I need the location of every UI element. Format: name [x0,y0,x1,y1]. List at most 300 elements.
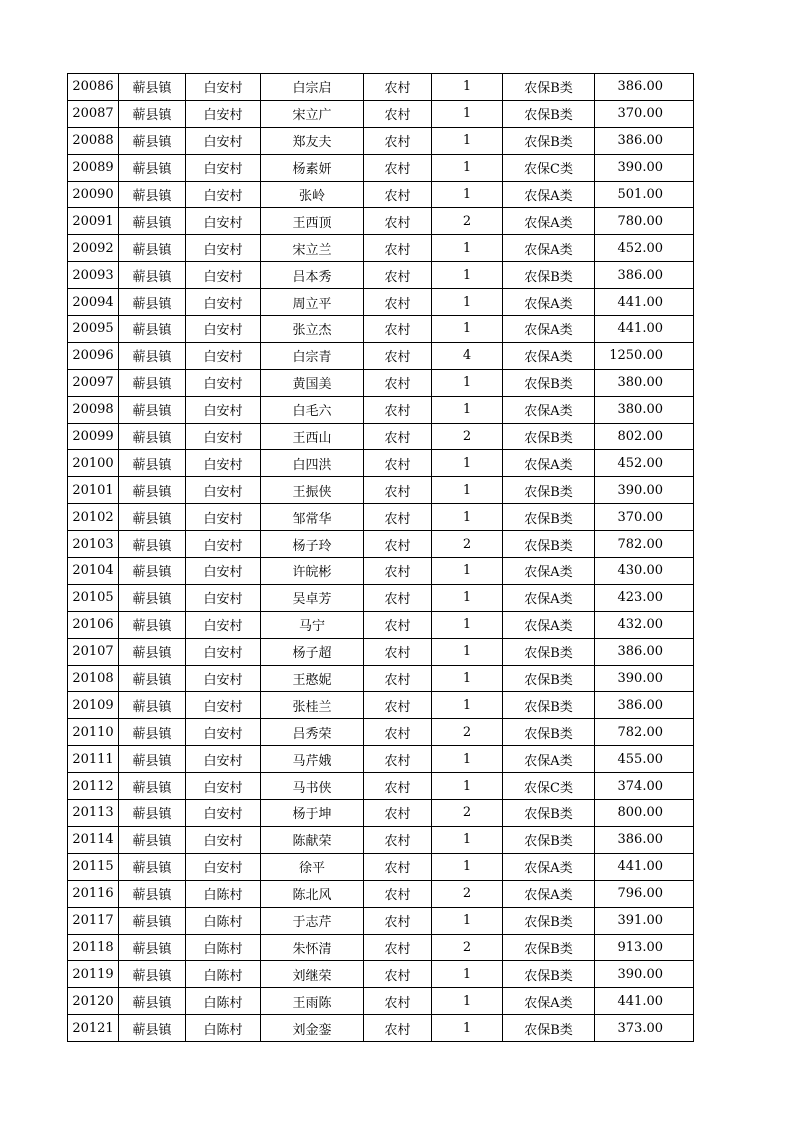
count-cell: 1 [432,289,503,316]
count-cell: 1 [432,853,503,880]
amount-cell: 1250.00 [595,342,694,369]
count-cell: 2 [432,423,503,450]
category-cell: 农保B类 [503,934,595,961]
id-cell: 20114 [68,826,119,853]
area-cell: 农村 [364,127,432,154]
village-cell: 白陈村 [186,961,261,988]
category-cell: 农保A类 [503,450,595,477]
count-cell: 1 [432,638,503,665]
amount-cell: 441.00 [595,853,694,880]
area-cell: 农村 [364,988,432,1015]
town-cell: 蕲县镇 [119,638,186,665]
amount-cell: 441.00 [595,289,694,316]
category-cell: 农保A类 [503,558,595,585]
count-cell: 1 [432,504,503,531]
id-cell: 20113 [68,800,119,827]
id-cell: 20110 [68,719,119,746]
town-cell: 蕲县镇 [119,369,186,396]
id-cell: 20100 [68,450,119,477]
name-cell: 刘继荣 [261,961,364,988]
area-cell: 农村 [364,208,432,235]
id-cell: 20112 [68,773,119,800]
table-row [68,584,694,611]
id-cell: 20090 [68,181,119,208]
village-cell: 白安村 [186,289,261,316]
village-cell: 白陈村 [186,1015,261,1042]
town-cell: 蕲县镇 [119,450,186,477]
category-cell: 农保C类 [503,154,595,181]
table-row [68,262,694,289]
name-cell: 邹常华 [261,504,364,531]
amount-cell: 441.00 [595,988,694,1015]
village-cell: 白安村 [186,423,261,450]
table-row [68,127,694,154]
area-cell: 农村 [364,423,432,450]
name-cell: 张岭 [261,181,364,208]
name-cell: 吕本秀 [261,262,364,289]
village-cell: 白安村 [186,504,261,531]
table-row [68,423,694,450]
category-cell: 农保B类 [503,719,595,746]
area-cell: 农村 [364,262,432,289]
amount-cell: 386.00 [595,127,694,154]
id-cell: 20103 [68,531,119,558]
village-cell: 白安村 [186,316,261,343]
count-cell: 1 [432,773,503,800]
town-cell: 蕲县镇 [119,907,186,934]
category-cell: 农保B类 [503,531,595,558]
area-cell: 农村 [364,477,432,504]
count-cell: 1 [432,316,503,343]
category-cell: 农保B类 [503,127,595,154]
area-cell: 农村 [364,880,432,907]
category-cell: 农保B类 [503,262,595,289]
town-cell: 蕲县镇 [119,692,186,719]
area-cell: 农村 [364,934,432,961]
town-cell: 蕲县镇 [119,127,186,154]
name-cell: 白四洪 [261,450,364,477]
amount-cell: 423.00 [595,584,694,611]
village-cell: 白安村 [186,746,261,773]
area-cell: 农村 [364,961,432,988]
village-cell: 白安村 [186,477,261,504]
table-row [68,74,694,101]
category-cell: 农保A类 [503,746,595,773]
table-row [68,907,694,934]
category-cell: 农保A类 [503,316,595,343]
table-row [68,800,694,827]
count-cell: 1 [432,611,503,638]
amount-cell: 452.00 [595,235,694,262]
count-cell: 1 [432,100,503,127]
village-cell: 白陈村 [186,907,261,934]
count-cell: 1 [432,665,503,692]
village-cell: 白陈村 [186,988,261,1015]
id-cell: 20107 [68,638,119,665]
town-cell: 蕲县镇 [119,1015,186,1042]
table-row [68,181,694,208]
area-cell: 农村 [364,907,432,934]
table-row [68,504,694,531]
town-cell: 蕲县镇 [119,74,186,101]
village-cell: 白安村 [186,208,261,235]
count-cell: 1 [432,907,503,934]
table-row [68,638,694,665]
area-cell: 农村 [364,235,432,262]
count-cell: 1 [432,369,503,396]
village-cell: 白安村 [186,342,261,369]
id-cell: 20087 [68,100,119,127]
amount-cell: 782.00 [595,719,694,746]
area-cell: 农村 [364,316,432,343]
id-cell: 20101 [68,477,119,504]
category-cell: 农保A类 [503,396,595,423]
town-cell: 蕲县镇 [119,477,186,504]
name-cell: 王憨妮 [261,665,364,692]
id-cell: 20086 [68,74,119,101]
id-cell: 20119 [68,961,119,988]
village-cell: 白安村 [186,692,261,719]
amount-cell: 370.00 [595,100,694,127]
category-cell: 农保C类 [503,773,595,800]
village-cell: 白安村 [186,773,261,800]
category-cell: 农保A类 [503,611,595,638]
id-cell: 20094 [68,289,119,316]
amount-cell: 370.00 [595,504,694,531]
name-cell: 王振侠 [261,477,364,504]
town-cell: 蕲县镇 [119,826,186,853]
name-cell: 吕秀荣 [261,719,364,746]
name-cell: 马书侠 [261,773,364,800]
category-cell: 农保A类 [503,181,595,208]
village-cell: 白安村 [186,800,261,827]
amount-cell: 380.00 [595,369,694,396]
count-cell: 1 [432,450,503,477]
amount-cell: 390.00 [595,154,694,181]
name-cell: 于志芹 [261,907,364,934]
count-cell: 1 [432,74,503,101]
village-cell: 白安村 [186,262,261,289]
amount-cell: 802.00 [595,423,694,450]
category-cell: 农保B类 [503,692,595,719]
amount-cell: 800.00 [595,800,694,827]
table-row [68,934,694,961]
amount-cell: 386.00 [595,826,694,853]
town-cell: 蕲县镇 [119,665,186,692]
town-cell: 蕲县镇 [119,181,186,208]
town-cell: 蕲县镇 [119,773,186,800]
name-cell: 王雨陈 [261,988,364,1015]
area-cell: 农村 [364,154,432,181]
area-cell: 农村 [364,584,432,611]
count-cell: 4 [432,342,503,369]
area-cell: 农村 [364,558,432,585]
count-cell: 2 [432,531,503,558]
table-row [68,342,694,369]
id-cell: 20120 [68,988,119,1015]
name-cell: 宋立兰 [261,235,364,262]
id-cell: 20098 [68,396,119,423]
town-cell: 蕲县镇 [119,988,186,1015]
name-cell: 徐平 [261,853,364,880]
count-cell: 1 [432,584,503,611]
table-row [68,208,694,235]
count-cell: 1 [432,262,503,289]
category-cell: 农保B类 [503,504,595,531]
name-cell: 白毛六 [261,396,364,423]
name-cell: 陈献荣 [261,826,364,853]
amount-cell: 374.00 [595,773,694,800]
id-cell: 20109 [68,692,119,719]
count-cell: 2 [432,719,503,746]
table-row [68,853,694,880]
village-cell: 白安村 [186,853,261,880]
category-cell: 农保A类 [503,988,595,1015]
village-cell: 白安村 [186,558,261,585]
name-cell: 王西山 [261,423,364,450]
table-row [68,477,694,504]
category-cell: 农保B类 [503,961,595,988]
category-cell: 农保A类 [503,342,595,369]
data-table [67,73,694,1042]
count-cell: 1 [432,1015,503,1042]
name-cell: 杨素妍 [261,154,364,181]
id-cell: 20104 [68,558,119,585]
town-cell: 蕲县镇 [119,558,186,585]
amount-cell: 913.00 [595,934,694,961]
id-cell: 20121 [68,1015,119,1042]
category-cell: 农保B类 [503,100,595,127]
village-cell: 白安村 [186,611,261,638]
area-cell: 农村 [364,773,432,800]
category-cell: 农保B类 [503,638,595,665]
name-cell: 宋立广 [261,100,364,127]
amount-cell: 780.00 [595,208,694,235]
amount-cell: 386.00 [595,692,694,719]
town-cell: 蕲县镇 [119,396,186,423]
id-cell: 20102 [68,504,119,531]
category-cell: 农保A类 [503,289,595,316]
amount-cell: 391.00 [595,907,694,934]
village-cell: 白安村 [186,100,261,127]
count-cell: 1 [432,396,503,423]
id-cell: 20116 [68,880,119,907]
table-row [68,316,694,343]
category-cell: 农保B类 [503,74,595,101]
table-row [68,961,694,988]
id-cell: 20092 [68,235,119,262]
name-cell: 王西顶 [261,208,364,235]
count-cell: 2 [432,800,503,827]
category-cell: 农保A类 [503,853,595,880]
town-cell: 蕲县镇 [119,880,186,907]
village-cell: 白陈村 [186,880,261,907]
category-cell: 农保A类 [503,208,595,235]
table-row [68,100,694,127]
area-cell: 农村 [364,100,432,127]
category-cell: 农保B类 [503,477,595,504]
id-cell: 20089 [68,154,119,181]
count-cell: 1 [432,477,503,504]
table-row [68,611,694,638]
town-cell: 蕲县镇 [119,934,186,961]
area-cell: 农村 [364,74,432,101]
table-row [68,826,694,853]
category-cell: 农保B类 [503,1015,595,1042]
town-cell: 蕲县镇 [119,154,186,181]
count-cell: 1 [432,961,503,988]
name-cell: 黄国美 [261,369,364,396]
amount-cell: 441.00 [595,316,694,343]
table-row [68,665,694,692]
name-cell: 杨子玲 [261,531,364,558]
town-cell: 蕲县镇 [119,719,186,746]
count-cell: 1 [432,826,503,853]
count-cell: 1 [432,558,503,585]
name-cell: 杨子超 [261,638,364,665]
town-cell: 蕲县镇 [119,504,186,531]
id-cell: 20118 [68,934,119,961]
village-cell: 白安村 [186,450,261,477]
amount-cell: 390.00 [595,477,694,504]
town-cell: 蕲县镇 [119,611,186,638]
area-cell: 农村 [364,692,432,719]
count-cell: 1 [432,181,503,208]
id-cell: 20108 [68,665,119,692]
area-cell: 农村 [364,665,432,692]
village-cell: 白安村 [186,826,261,853]
town-cell: 蕲县镇 [119,289,186,316]
table-row [68,1015,694,1042]
table-row [68,450,694,477]
area-cell: 农村 [364,504,432,531]
area-cell: 农村 [364,531,432,558]
table-row [68,558,694,585]
area-cell: 农村 [364,719,432,746]
town-cell: 蕲县镇 [119,316,186,343]
village-cell: 白安村 [186,74,261,101]
amount-cell: 380.00 [595,396,694,423]
category-cell: 农保B类 [503,826,595,853]
id-cell: 20097 [68,369,119,396]
amount-cell: 452.00 [595,450,694,477]
name-cell: 刘金銮 [261,1015,364,1042]
category-cell: 农保A类 [503,235,595,262]
count-cell: 1 [432,746,503,773]
category-cell: 农保B类 [503,423,595,450]
village-cell: 白安村 [186,154,261,181]
name-cell: 朱怀清 [261,934,364,961]
id-cell: 20106 [68,611,119,638]
area-cell: 农村 [364,746,432,773]
table-body [68,74,694,1042]
id-cell: 20117 [68,907,119,934]
amount-cell: 373.00 [595,1015,694,1042]
table-row [68,531,694,558]
table-row [68,396,694,423]
amount-cell: 796.00 [595,880,694,907]
count-cell: 1 [432,154,503,181]
id-cell: 20093 [68,262,119,289]
count-cell: 2 [432,934,503,961]
village-cell: 白安村 [186,584,261,611]
area-cell: 农村 [364,181,432,208]
table-row [68,773,694,800]
id-cell: 20095 [68,316,119,343]
town-cell: 蕲县镇 [119,961,186,988]
amount-cell: 390.00 [595,665,694,692]
area-cell: 农村 [364,638,432,665]
amount-cell: 386.00 [595,262,694,289]
village-cell: 白安村 [186,531,261,558]
id-cell: 20105 [68,584,119,611]
count-cell: 1 [432,235,503,262]
town-cell: 蕲县镇 [119,208,186,235]
count-cell: 1 [432,988,503,1015]
village-cell: 白安村 [186,665,261,692]
area-cell: 农村 [364,853,432,880]
town-cell: 蕲县镇 [119,342,186,369]
id-cell: 20099 [68,423,119,450]
village-cell: 白安村 [186,638,261,665]
table-row [68,692,694,719]
count-cell: 2 [432,880,503,907]
village-cell: 白安村 [186,181,261,208]
town-cell: 蕲县镇 [119,423,186,450]
table-row [68,719,694,746]
town-cell: 蕲县镇 [119,531,186,558]
amount-cell: 386.00 [595,74,694,101]
village-cell: 白安村 [186,396,261,423]
count-cell: 1 [432,692,503,719]
town-cell: 蕲县镇 [119,800,186,827]
village-cell: 白安村 [186,235,261,262]
table-row [68,746,694,773]
area-cell: 农村 [364,369,432,396]
village-cell: 白安村 [186,369,261,396]
id-cell: 20091 [68,208,119,235]
category-cell: 农保A类 [503,880,595,907]
name-cell: 吴卓芳 [261,584,364,611]
amount-cell: 782.00 [595,531,694,558]
category-cell: 农保B类 [503,665,595,692]
count-cell: 1 [432,127,503,154]
village-cell: 白安村 [186,719,261,746]
name-cell: 白宗启 [261,74,364,101]
town-cell: 蕲县镇 [119,262,186,289]
table-row [68,154,694,181]
town-cell: 蕲县镇 [119,584,186,611]
amount-cell: 386.00 [595,638,694,665]
name-cell: 马宁 [261,611,364,638]
name-cell: 白宗青 [261,342,364,369]
id-cell: 20111 [68,746,119,773]
name-cell: 郑友夫 [261,127,364,154]
amount-cell: 432.00 [595,611,694,638]
id-cell: 20115 [68,853,119,880]
area-cell: 农村 [364,1015,432,1042]
area-cell: 农村 [364,396,432,423]
name-cell: 陈北风 [261,880,364,907]
village-cell: 白陈村 [186,934,261,961]
name-cell: 许皖彬 [261,558,364,585]
area-cell: 农村 [364,289,432,316]
amount-cell: 501.00 [595,181,694,208]
village-cell: 白安村 [186,127,261,154]
count-cell: 2 [432,208,503,235]
id-cell: 20088 [68,127,119,154]
name-cell: 马芹娥 [261,746,364,773]
